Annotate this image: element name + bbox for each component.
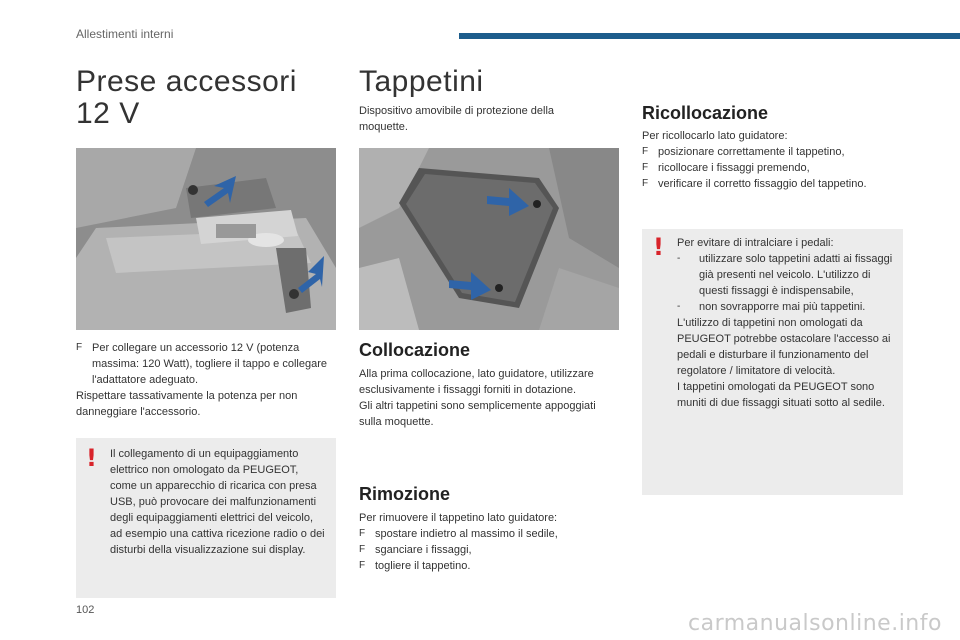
- list-item: F posizionare correttamente il tappetino,: [642, 146, 845, 158]
- photo-accessory-socket: [76, 148, 336, 330]
- section-header: Allestimenti interni: [76, 27, 174, 41]
- title-prese-accessori: Prese accessori 12 V: [76, 65, 297, 130]
- list-item: - non sovrapporre mai più tappetini.: [677, 301, 866, 313]
- warning-icon: !: [86, 444, 97, 472]
- rimozione-title: Rimozione: [359, 484, 451, 504]
- ricollocazione-title: Ricollocazione: [642, 103, 769, 123]
- col1-warning-text: Il collegamento di un equipaggiamento elettrico non omologato da PEUGEOT, come un apparecchio di ricarica con presa USB, può provocare dei malfunzionamenti degli equipaggiamenti elettrici del veicolo, ad esempio una cattiva ricezione radio o dei disturbi della visualizzazione sui display.: [110, 448, 325, 556]
- list-item: F togliere il tappetino.: [359, 560, 471, 572]
- photo-floor-mat: [359, 148, 619, 330]
- warning-icon: !: [653, 233, 664, 261]
- collocazione-text: Alla prima collocazione, lato guidatore, utilizzare esclusivamente i fissaggi forniti in dotazione. Gli altri tappetini sono semplicemente appoggiati sulla moquette.: [359, 368, 596, 428]
- title-tappetini: Tappetini: [359, 65, 484, 98]
- rimozione-text: Per rimuovere il tappetino lato guidatore: F spostare indietro al massimo il sedile, F sganciare i fissaggi, F togliere il tappetino.: [359, 510, 609, 574]
- list-item: F sganciare i fissaggi,: [359, 544, 472, 556]
- col1-bullet: F Per collegare un accessorio 12 V (potenza massima: 120 Watt), togliere il tappo e collegare l'adattatore adeguato. Rispettare tassativamente la potenza per non danneggiare l'accessorio.: [76, 342, 327, 418]
- col3-warning-text: Per evitare di intralciare i pedali: - utilizzare solo tappetini adatti ai fissaggi già presenti nel veicolo. L'utilizzo di questi fissaggi è indispensabile, - non sovrapporre mai più tappetini. L'utilizzo di tappetini non omologati da PEUGEOT potrebbe ostacolare l'accesso ai pedali e disturbare il funzionamento del regolatore / limitatore di velocità. I tappetini omologati da PEUGEOT sono muniti di due fissaggi situati sotto al sedile.: [677, 235, 895, 411]
- collocazione-title: Collocazione: [359, 340, 471, 360]
- watermark: carmanualsonline.info: [688, 611, 942, 636]
- col3-warning-box: [642, 229, 903, 495]
- list-item: F spostare indietro al massimo il sedile,: [359, 528, 558, 540]
- ricollocazione-text: Per ricollocarlo lato guidatore: F posizionare correttamente il tappetino, F ricollocare i fissaggi premendo, F verificare il corretto fissaggio del tappetino.: [642, 128, 904, 192]
- tappetini-intro: Dispositivo amovibile di protezione della moquette.: [359, 105, 555, 133]
- col1-warning-box: [76, 438, 336, 598]
- header-bar: [459, 33, 960, 39]
- list-item: F verificare il corretto fissaggio del tappetino.: [642, 178, 867, 190]
- list-item: - utilizzare solo tappetini adatti ai fissaggi già presenti nel veicolo. L'utilizzo di questi fissaggi è indispensabile,: [677, 253, 893, 297]
- page-number: 102: [76, 604, 95, 616]
- list-item: F ricollocare i fissaggi premendo,: [642, 162, 810, 174]
